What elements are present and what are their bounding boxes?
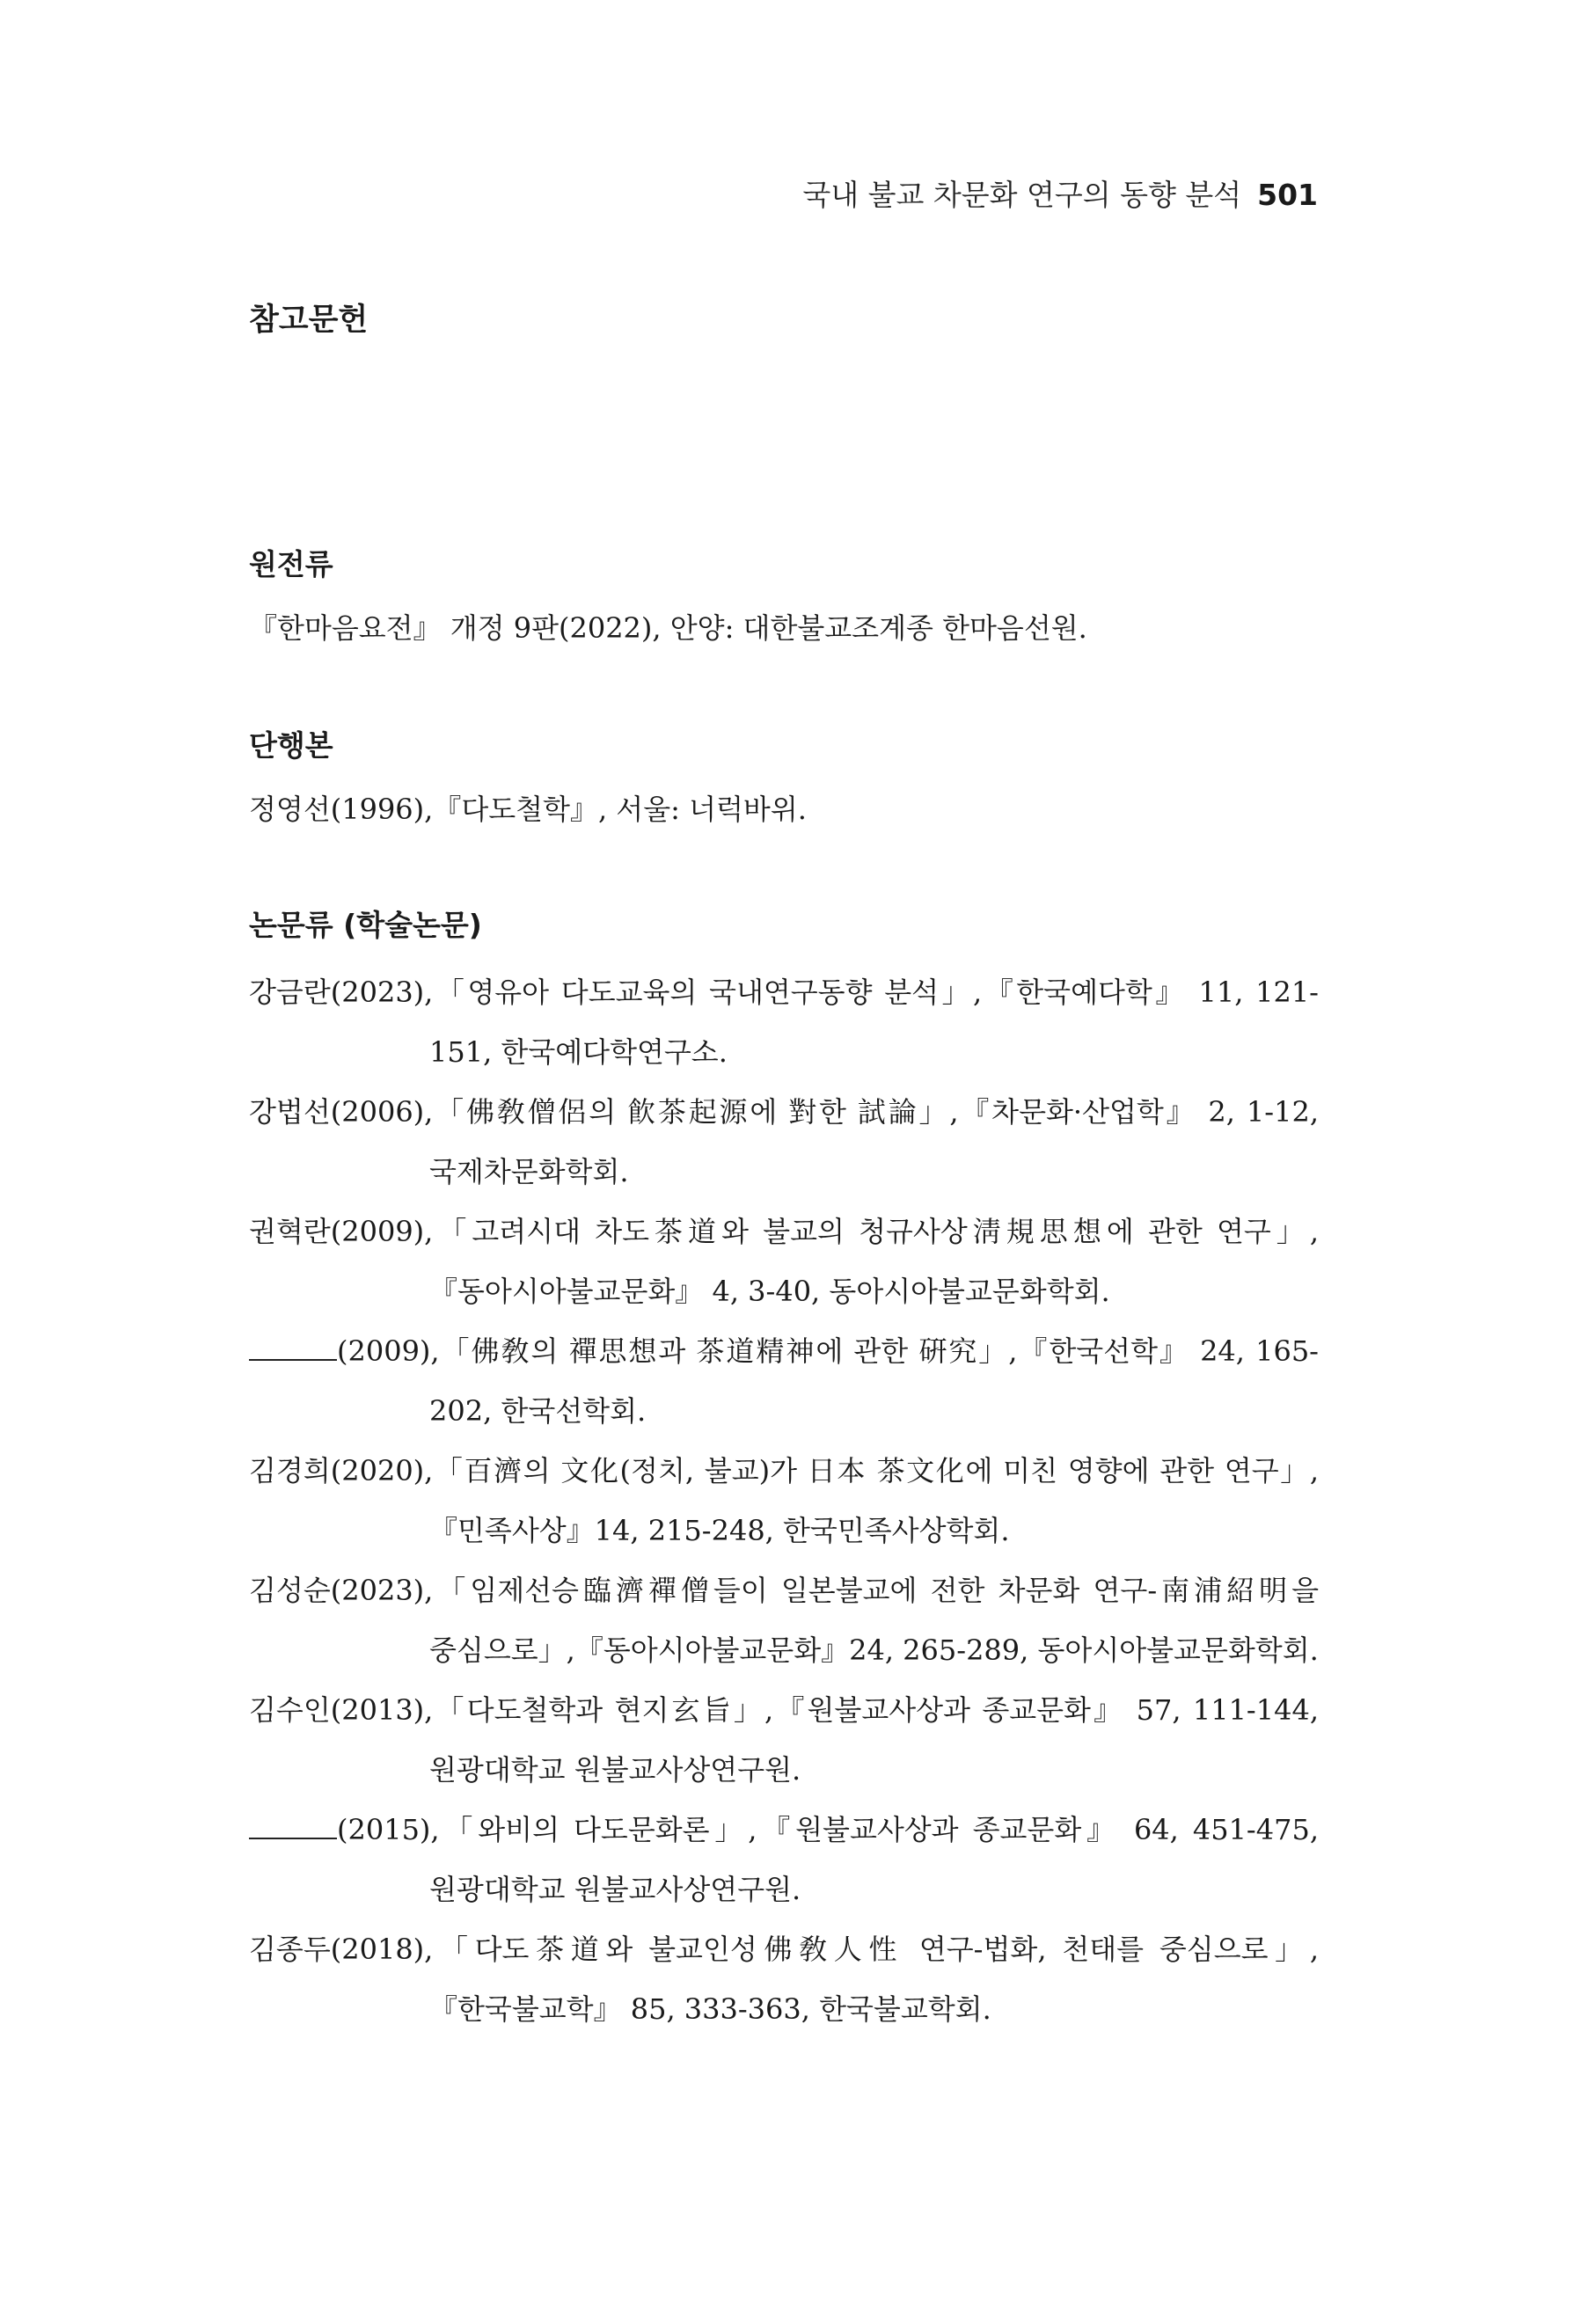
running-title: 국내 불교 차문화 연구의 동향 분석 bbox=[802, 178, 1242, 212]
entry-citation: (2006),「佛敎僧侶의 飮茶起源에 對한 試論」,『차문화·산업학』 2, 1-12, 국제차문화학회. bbox=[330, 1095, 1319, 1188]
reference-entry bbox=[249, 1560, 1319, 1680]
entry-citation: (2015),「와비의 다도문화론」,『원불교사상과 종교문화』 64, 451-475, 원광대학교 원불교사상연구원. bbox=[337, 1813, 1319, 1906]
entry-citation: (2009),「고려시대 차도茶道와 불교의 청규사상淸規思想에 관한 연구」,『동아시아불교문화』 4, 3-40, 동아시아불교문화학회. bbox=[330, 1215, 1319, 1308]
reference-entry bbox=[249, 1800, 1319, 1919]
same-author-dash bbox=[249, 1336, 337, 1361]
section-books bbox=[249, 727, 1319, 839]
reference-entry: 『한마음요전』 개정 9판(2022), 안양: 대한불교조계종 한마음선원. bbox=[249, 611, 1087, 645]
reference-entry bbox=[249, 1680, 1319, 1800]
entry-citation: (2020),「百濟의 文化(정치, 불교)가 日本 茶文化에 미친 영향에 관한 연구」,『민족사상』14, 215-248, 한국민족사상학회. bbox=[330, 1454, 1319, 1547]
running-header bbox=[802, 172, 1318, 214]
entry-citation: (2013),「다도철학과 현지玄旨」,『원불교사상과 종교문화』 57, 111-144, 원광대학교 원불교사상연구원. bbox=[330, 1693, 1319, 1787]
section-heading: 원전류 bbox=[249, 547, 333, 581]
reference-entry bbox=[249, 962, 1319, 1082]
entry-author: 권혁란 bbox=[249, 1215, 331, 1248]
section-heading: 단행본 bbox=[249, 728, 333, 763]
entry-author: 김수인 bbox=[249, 1693, 331, 1727]
entry-author: 강금란 bbox=[249, 976, 331, 1009]
page-number: 501 bbox=[1257, 178, 1318, 212]
section-original-texts bbox=[249, 545, 1319, 658]
entry-citation: (2023),「영유아 다도교육의 국내연구동향 분석」,『한국예다학』 11, 121-151, 한국예다학연구소. bbox=[330, 976, 1319, 1069]
reference-list bbox=[249, 962, 1319, 2039]
reference-entry bbox=[249, 1321, 1319, 1441]
section-papers bbox=[249, 906, 1319, 2039]
reference-entry: 정영선(1996),『다도철학』, 서울: 너럭바위. bbox=[249, 793, 807, 826]
entry-citation: (2009),「佛敎의 禪思想과 茶道精神에 관한 硏究」,『한국선학』 24, 165-202, 한국선학회. bbox=[337, 1334, 1319, 1428]
entry-author: 김성순 bbox=[249, 1574, 331, 1607]
reference-entry bbox=[249, 1202, 1319, 1321]
reference-entry bbox=[249, 1441, 1319, 1560]
entry-citation: (2018),「다도茶道와 불교인성佛敎人性 연구-법화, 천태를 중심으로」,『한국불교학』 85, 333-363, 한국불교학회. bbox=[330, 1933, 1319, 2026]
entry-author: 김경희 bbox=[249, 1454, 331, 1487]
same-author-dash bbox=[249, 1815, 337, 1839]
entry-author: 강법선 bbox=[249, 1095, 331, 1129]
page-heading: 참고문헌 bbox=[249, 303, 369, 338]
reference-entry bbox=[249, 1919, 1319, 2039]
section-heading: 논문류 (학술논문) bbox=[249, 908, 482, 942]
entry-citation: (2023),「임제선승臨濟禪僧들이 일본불교에 전한 차문화 연구-南浦紹明을 중심으로」,『동아시아불교문화』24, 265-289, 동아시아불교문화학회. bbox=[330, 1574, 1319, 1667]
reference-entry bbox=[249, 1082, 1319, 1202]
entry-author: 김종두 bbox=[249, 1933, 331, 1966]
